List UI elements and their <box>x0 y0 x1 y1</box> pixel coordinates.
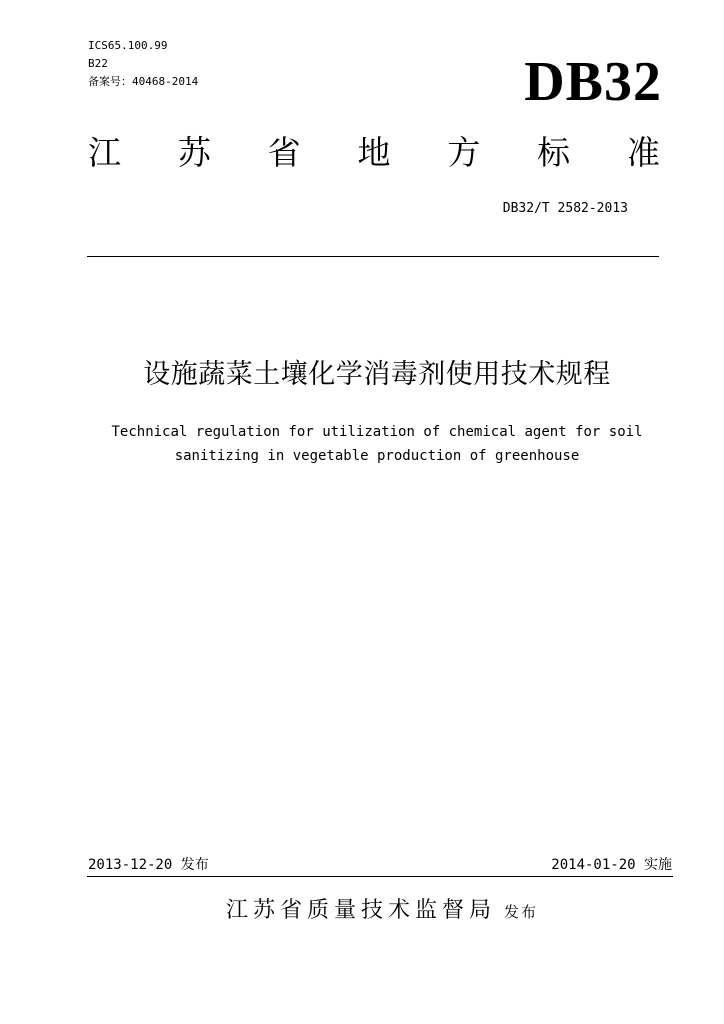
implementation-date: 2014-01-20 实施 <box>551 857 672 873</box>
top-divider <box>87 256 659 257</box>
classification-code: B22 <box>88 57 108 70</box>
standard-type-char: 地 <box>357 133 391 172</box>
title-english-line-1: Technical regulation for utilization of chemical agent for soil <box>111 424 643 440</box>
issuer-line <box>0 895 724 928</box>
standard-type-char: 标 <box>537 133 571 172</box>
title-english-line-2: sanitizing in vegetable production of greenhouse <box>174 448 580 464</box>
standard-type-char: 省 <box>267 133 301 172</box>
db32-logo: DB32 <box>524 51 662 113</box>
issue-date: 2013-12-20 发布 <box>88 857 209 873</box>
standard-type-char: 苏 <box>177 133 211 172</box>
standard-type-char: 准 <box>626 133 660 172</box>
bottom-divider <box>87 876 673 877</box>
standard-type-heading <box>88 132 660 174</box>
issuer-suffix: 发布 <box>504 903 539 921</box>
title-chinese: 设施蔬菜土壤化学消毒剂使用技术规程 <box>143 359 611 390</box>
standard-type-char: 方 <box>447 133 481 172</box>
ics-code: ICS65.100.99 <box>88 39 168 52</box>
issuer-name: 江苏省质量技术监督局 <box>225 898 496 923</box>
standard-number: DB32/T 2582-2013 <box>502 201 628 216</box>
standard-type-char: 江 <box>88 133 121 172</box>
record-number: 备案号：40468-2014 <box>88 75 199 88</box>
